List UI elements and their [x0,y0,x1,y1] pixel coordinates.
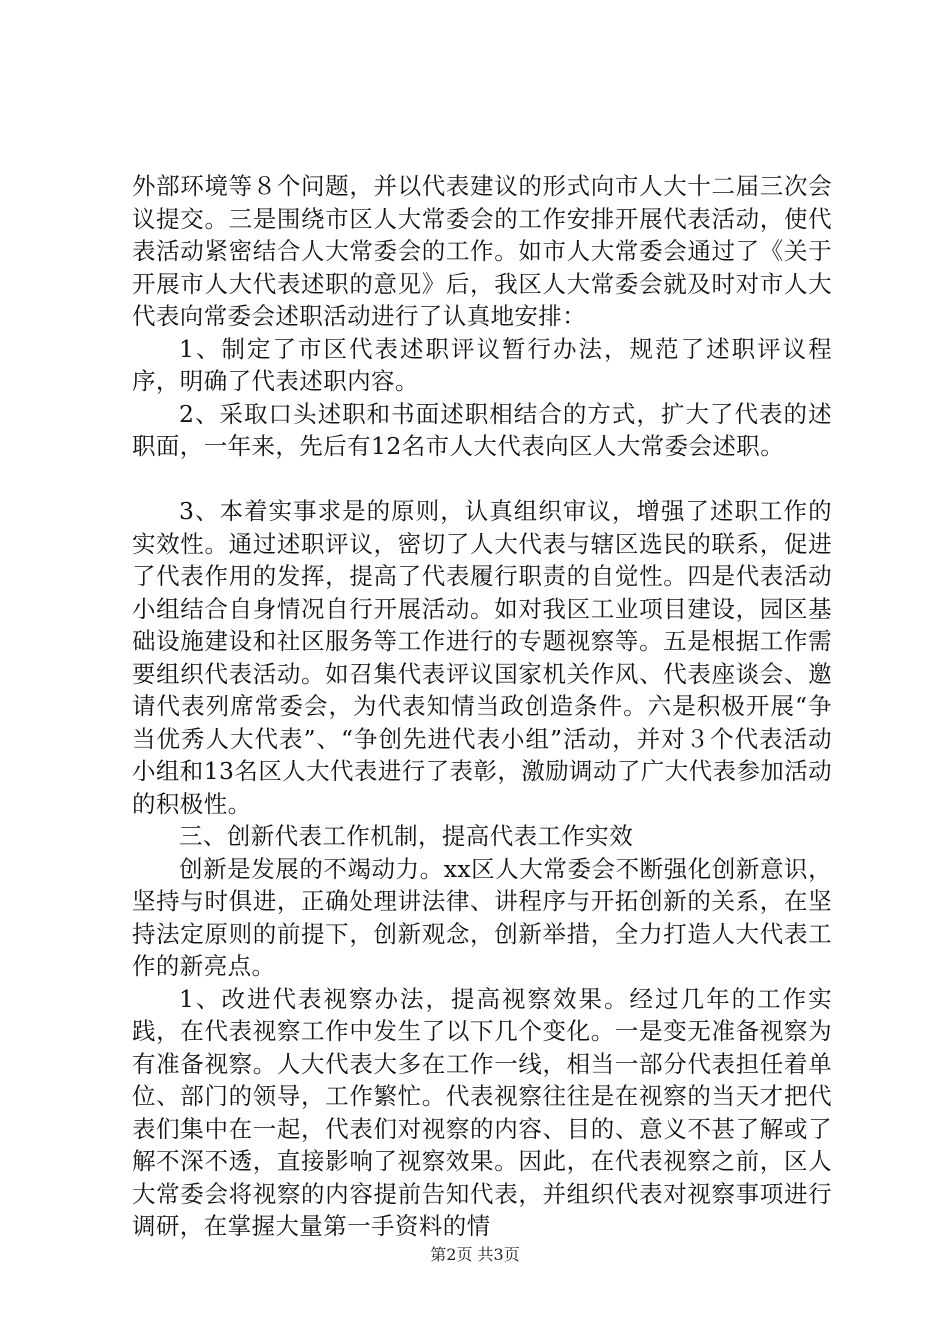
paragraph-innovation: 创新是发展的不竭动力。xx区人大常委会不断强化创新意识，坚持与时俱进，正确处理讲法律、讲程序与开拓创新的关系，在坚持法定原则的前提下，创新观念，创新举措，全力打造人大代表工作的新亮点。 [132,854,832,980]
paragraph-item-1: 1、制定了市区代表述职评议暂行办法，规范了述职评议程序，明确了代表述职内容。 [132,334,832,395]
page-number-footer: 第2页 共3页 [430,1245,520,1264]
paragraph-item-2: 2、采取口头述职和书面述职相结合的方式，扩大了代表的述职面，一年来，先后有12名市人大代表向区人大常委会述职。 [132,399,832,460]
paragraph-item-3: 3、本着实事求是的原则，认真组织审议，增强了述职工作的实效性。通过述职评议，密切了人大代表与辖区选民的联系，促进了代表作用的发挥，提高了代表履行职责的自觉性。四是代表活动小组结合自身情况自行开展活动。如对我区工业项目建设，园区基础设施建设和社区服务等工作进行的专题视察等。五是根据工作需要组织代表活动。如召集代表评议国家机关作风、代表座谈会、邀请代表列席常委会，为代表知情当政创造条件。六是积极开展“争当优秀人大代表”、“争创先进代表小组”活动，并对３个代表活动小组和13名区人大代表进行了表彰，激励调动了广大代表参加活动的积极性。 [132,497,832,818]
paragraph-inspection: 1、改进代表视察办法，提高视察效果。经过几年的工作实践，在代表视察工作中发生了以下几个变化。一是变无准备视察为有准备视察。人大代表大多在工作一线，相当一部分代表担任着单位、部门的领导，工作繁忙。代表视察往往是在视察的当天才把代表们集中在一起，代表们对视察的内容、目的、意义不甚了解或了解不深不透，直接影响了视察效果。因此，在代表视察之前，区人大常委会将视察的内容提前告知代表，并组织代表对视察事项进行调研，在掌握大量第一手资料的情 [132,984,832,1240]
document-body [132,170,832,1243]
section-heading: 三、创新代表工作机制，提高代表工作实效 [179,822,634,850]
paragraph-continued: 外部环境等８个问题，并以代表建议的形式向市人大十二届三次会议提交。三是围绕市区人大常委会的工作安排开展代表活动，使代表活动紧密结合人大常委会的工作。如市人大常委会通过了《关于开展市人大代表述职的意见》后，我区人大常委会就及时对市人大代表向常委会述职活动进行了认真地安排： [132,172,832,330]
